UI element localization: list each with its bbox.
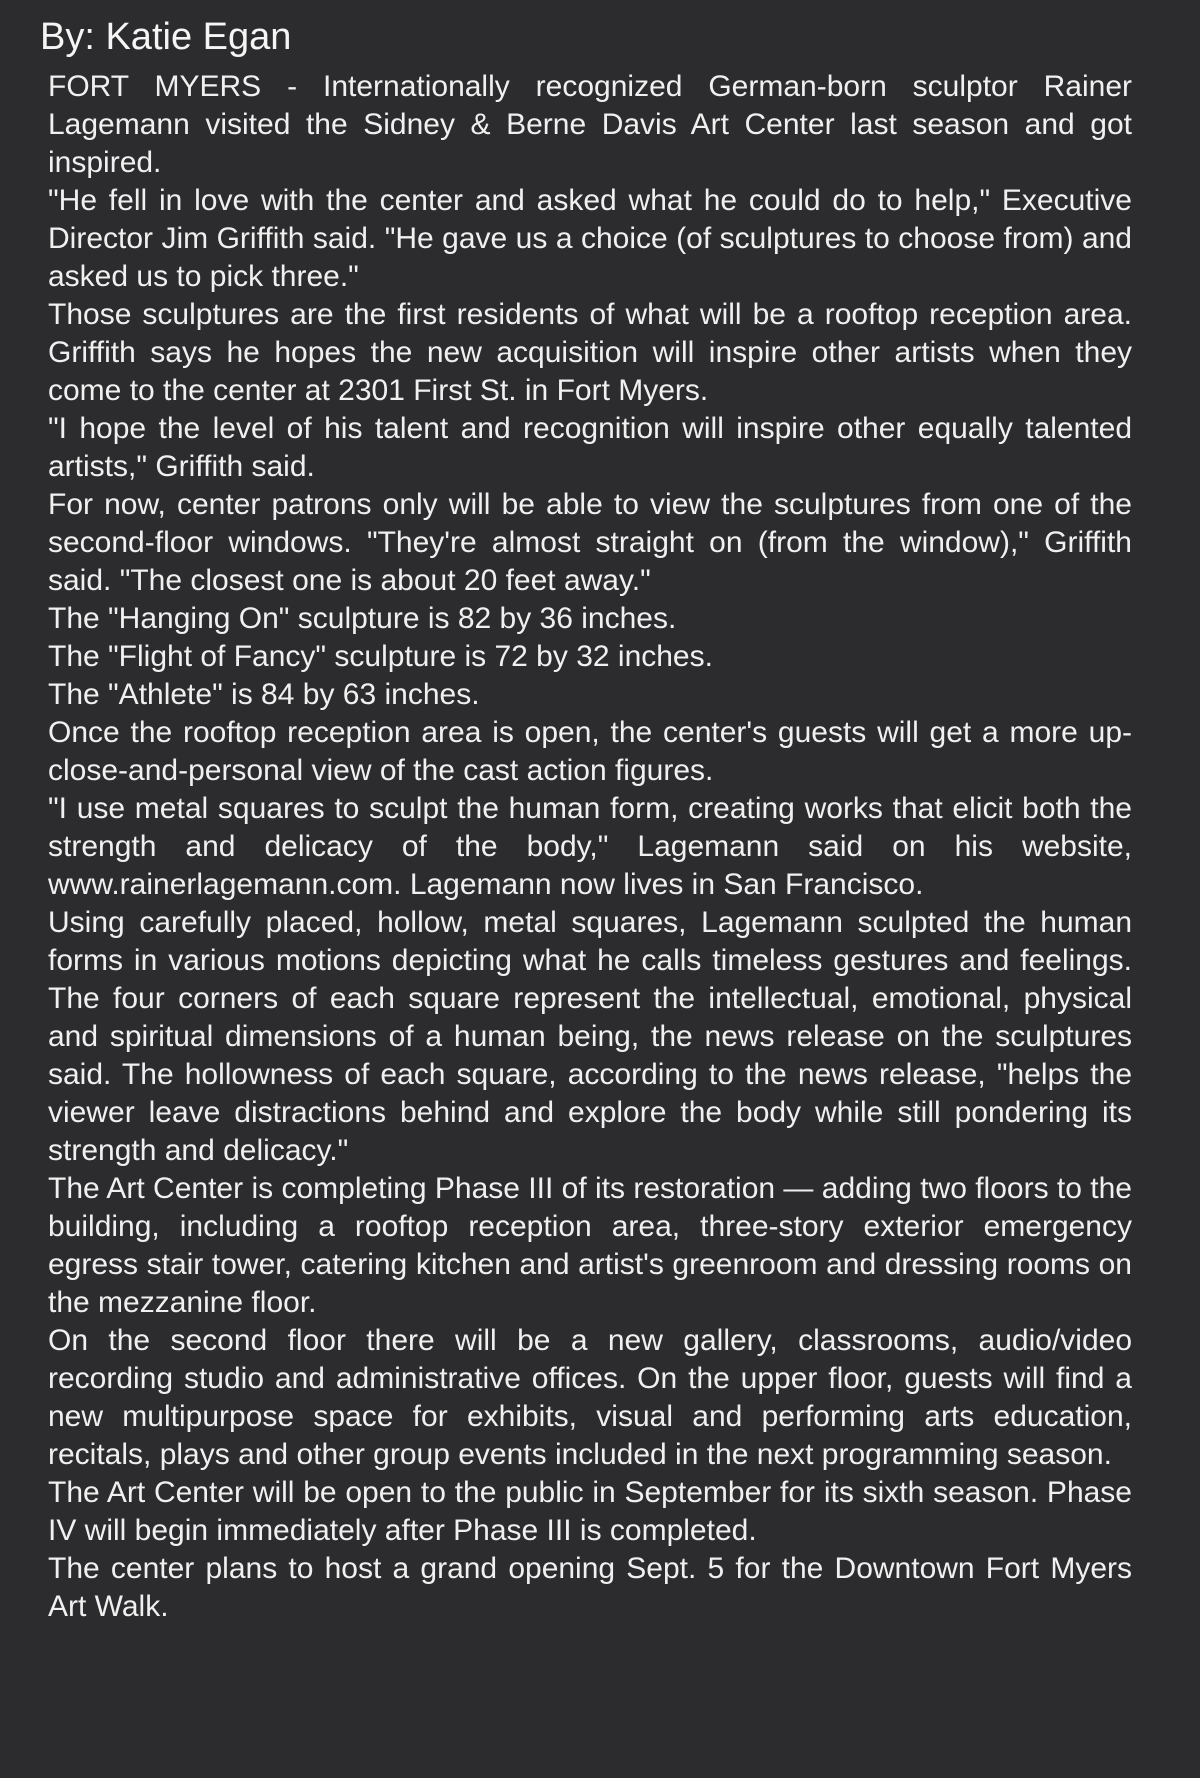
- article-paragraph: FORT MYERS - Internationally recognized German-born sculptor Rainer Lagemann visited the Sidney & Berne Davis Art Center last season and got inspired.: [48, 70, 1132, 179]
- byline: By: Katie Egan: [40, 16, 292, 58]
- article-paragraph: Using carefully placed, hollow, metal squares, Lagemann sculpted the human forms in various motions depicting what he calls timeless gestures and feelings. The four corners of each square represent the intellectual, emotional, physical and spiritual dimensions of a human being, the news release on the sculptures said. The hollowness of each square, according to the news release, "helps the viewer leave distractions behind and explore the body while still pondering its strength and delicacy.": [48, 906, 1132, 1167]
- article-paragraph: "I use metal squares to sculpt the human form, creating works that elicit both the strength and delicacy of the body," Lagemann said on his website, www.rainerlagemann.com. Lagemann now lives in San Francisco.: [48, 792, 1132, 901]
- article-paragraph: The "Athlete" is 84 by 63 inches.: [48, 678, 480, 711]
- article-paragraph: The Art Center will be open to the public in September for its sixth season. Phase IV will begin immediately after Phase III is completed.: [48, 1476, 1132, 1547]
- article-paragraph: The center plans to host a grand opening Sept. 5 for the Downtown Fort Myers Art Walk.: [48, 1552, 1132, 1623]
- article-paragraph: Those sculptures are the first residents of what will be a rooftop reception area. Griffith says he hopes the new acquisition will inspire other artists when they come to the center at 2301 First St. in Fort Myers.: [48, 298, 1132, 407]
- article-body: [48, 68, 1132, 1626]
- article-paragraph: The Art Center is completing Phase III of its restoration — adding two floors to the building, including a rooftop reception area, three-story exterior emergency egress stair tower, catering kitchen and artist's greenroom and dressing rooms on the mezzanine floor.: [48, 1172, 1132, 1319]
- article-paragraph: For now, center patrons only will be able to view the sculptures from one of the second-floor windows. "They're almost straight on (from the window)," Griffith said. "The closest one is about 20 feet away.": [48, 488, 1132, 597]
- article-paragraph: The "Flight of Fancy" sculpture is 72 by 32 inches.: [48, 640, 713, 673]
- article-paragraph: "I hope the level of his talent and recognition will inspire other equally talented artists," Griffith said.: [48, 412, 1132, 483]
- article-paragraph: On the second floor there will be a new gallery, classrooms, audio/video recording studio and administrative offices. On the upper floor, guests will find a new multipurpose space for exhibits, visual and performing arts education, recitals, plays and other group events included in the next programming season.: [48, 1324, 1132, 1471]
- article-paragraph: The "Hanging On" sculpture is 82 by 36 inches.: [48, 602, 677, 635]
- article-paragraph: "He fell in love with the center and asked what he could do to help," Executive Director Jim Griffith said. "He gave us a choice (of sculptures to choose from) and asked us to pick three.": [48, 184, 1132, 293]
- article-paragraph: Once the rooftop reception area is open, the center's guests will get a more up-close-and-personal view of the cast action figures.: [48, 716, 1132, 787]
